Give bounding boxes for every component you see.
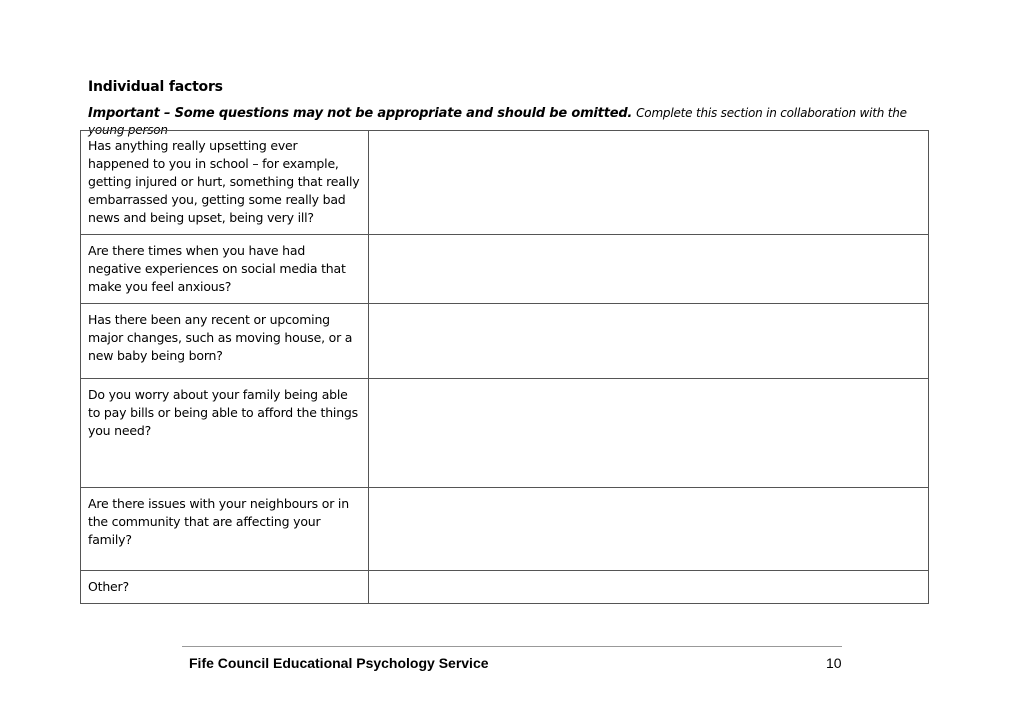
question-cell: Do you worry about your family being able to pay bills or being able to afford the things you need? <box>81 379 369 488</box>
question-cell: Are there issues with your neighbours or in the community that are affecting your family? <box>81 488 369 571</box>
answer-cell[interactable] <box>369 131 929 235</box>
footer-org: Fife Council Educational Psychology Service <box>189 655 489 671</box>
answer-cell[interactable] <box>369 488 929 571</box>
question-cell: Are there times when you have had negative experiences on social media that make you feel anxious? <box>81 235 369 304</box>
important-note: Important – Some questions may not be appropriate and should be omitted. <box>88 106 633 121</box>
instruction-text: Complete this section in collaboration with the young person <box>88 106 907 137</box>
answer-cell[interactable] <box>369 304 929 379</box>
question-cell: Has anything really upsetting ever happened to you in school – for example, getting injured or hurt, something that really embarrassed you, getting some really bad news and being upset, being very ill? <box>81 131 369 235</box>
table-row <box>81 571 929 604</box>
questions-table <box>80 130 929 604</box>
question-cell: Has there been any recent or upcoming major changes, such as moving house, or a new baby being born? <box>81 304 369 379</box>
table-row <box>81 488 929 571</box>
table-row <box>81 235 929 304</box>
section-title: Individual factors <box>88 79 223 95</box>
answer-cell[interactable] <box>369 571 929 604</box>
footer-divider <box>182 646 842 647</box>
answer-cell[interactable] <box>369 379 929 488</box>
table-row <box>81 304 929 379</box>
table-row <box>81 131 929 235</box>
question-cell: Other? <box>81 571 369 604</box>
answer-cell[interactable] <box>369 235 929 304</box>
table-row <box>81 379 929 488</box>
page-number: 10 <box>826 655 842 671</box>
